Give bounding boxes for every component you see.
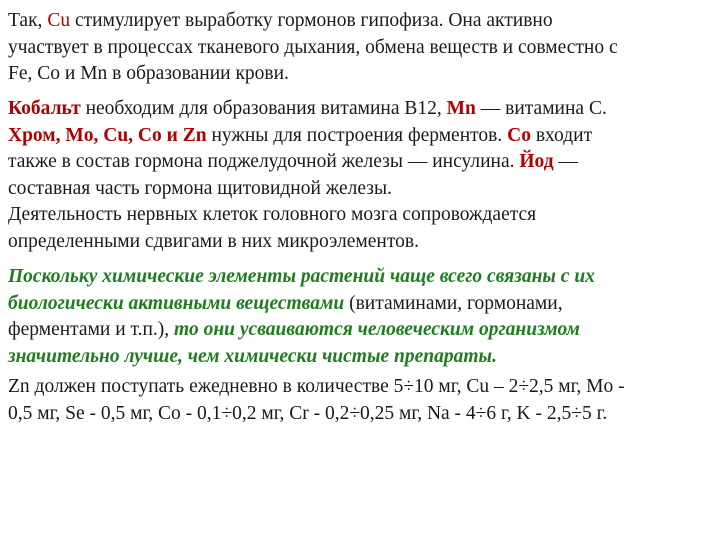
line — [8, 149, 708, 176]
line: значительно лучше, чем химически чистые препараты. — [8, 345, 497, 367]
highlight-co: Co — [507, 124, 531, 146]
text: — витамина С. — [475, 98, 607, 119]
text: (витаминами, гормонами, — [344, 292, 563, 314]
line: Деятельность нервных клеток головного мозга сопровождается — [8, 204, 537, 225]
paragraph-cobalt — [8, 96, 708, 255]
line — [8, 123, 708, 150]
paragraph-daily-intake — [8, 374, 708, 427]
text: необходим для образования витамина B12, — [80, 98, 447, 119]
line — [8, 8, 708, 35]
text: — — [553, 151, 578, 172]
highlight-elements: Хром, Mo, Cu, Co и Zn — [8, 124, 207, 146]
highlight-iodine: Йод — [519, 151, 554, 172]
line: Fe, Co и Mn в образовании крови. — [8, 63, 289, 84]
highlight-text: биологически активными веществами — [8, 292, 345, 314]
text: стимулирует выработку гормонов гипофиза. Она активно — [70, 10, 553, 31]
line: 0,5 мг, Se - 0,5 мг, Co - 0,1÷0,2 мг, Cr - 0,2÷0,25 мг, Na - 4÷6 г, K - 2,5÷5 г. — [8, 402, 608, 424]
text: также в состав гормона поджелудочной железы — инсулина. — [8, 151, 520, 172]
text: ферментами и т.п.), — [8, 319, 175, 340]
text: Так, — [8, 10, 48, 31]
line: Zn должен поступать ежедневно в количестве 5÷10 мг, Cu – 2÷2,5 мг, Mo - — [8, 376, 625, 397]
paragraph-copper — [8, 8, 708, 88]
highlight-cu: Cu — [47, 10, 71, 31]
highlight-mn: Mn — [446, 98, 476, 119]
text: входит — [530, 124, 593, 146]
line: составная часть гормона щитовидной железы. — [8, 177, 392, 199]
line — [8, 317, 708, 344]
line: участвует в процессах тканевого дыхания, обмена веществ и совместно с — [8, 36, 618, 58]
highlight-text: то они усваиваются человеческим организмом — [174, 319, 580, 340]
line — [8, 96, 708, 123]
line: определенными сдвигами в них микроэлементов. — [8, 230, 419, 252]
line: Поскольку химические элементы растений чаще всего связаны с их — [8, 266, 595, 287]
paragraph-plant-elements — [8, 264, 708, 370]
line — [8, 291, 708, 318]
text: нужны для построения ферментов. — [206, 124, 508, 146]
highlight-cobalt: Кобальт — [8, 98, 81, 119]
